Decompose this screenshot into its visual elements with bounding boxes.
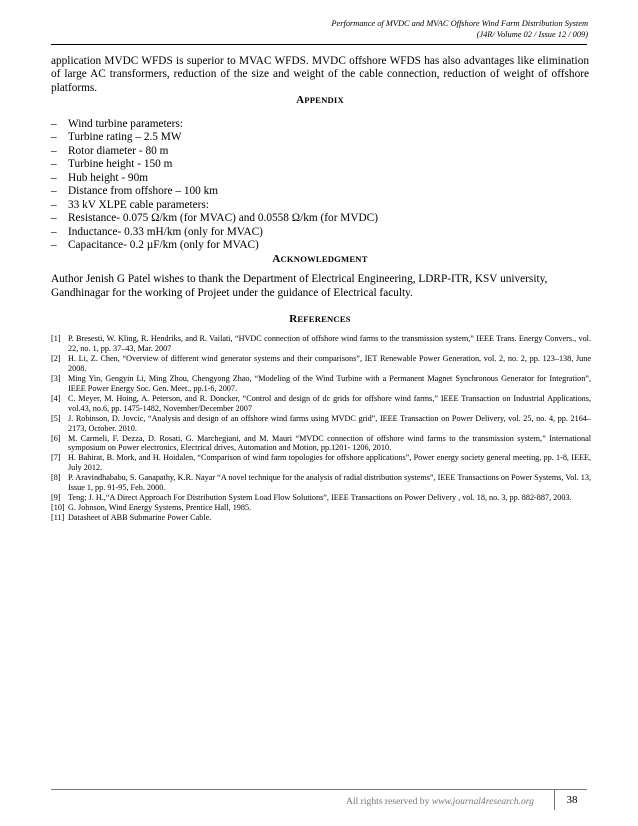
references-heading (51, 313, 589, 325)
appendix-item (51, 226, 378, 239)
reference-number: [8] (51, 473, 61, 483)
running-header (331, 19, 588, 40)
footer-divider (51, 789, 587, 790)
appendix-item (51, 185, 378, 198)
footer-site-link[interactable]: www.journal4research.org (431, 796, 534, 807)
appendix-item-text: 33 kV XLPE cable parameters: (68, 198, 209, 211)
reference-number: [4] (51, 393, 61, 403)
reference-number: [6] (51, 433, 61, 443)
footer-rights-text: All rights reserved by (346, 796, 432, 807)
reference-number: [9] (51, 493, 61, 503)
reference-number: [1] (51, 334, 61, 343)
appendix-item (51, 118, 378, 131)
appendix-item-text: Wind turbine parameters: (68, 118, 183, 130)
running-header-title: Performance of MVDC and MVAC Offshore Wind Farm Distribution System (331, 19, 588, 28)
dash-bullet: – (51, 158, 57, 171)
appendix-item (51, 212, 378, 225)
appendix-item-text: Inductance- 0.33 mH/km (only for MVAC) (68, 225, 263, 238)
reference-text: M. Carmeli, F. Dezza, D. Rosati, G. Marchegiani, and M. Mauri “MVDC connection of offshore wind farms to the transmission system,” International symposium on Power electronics, Electrical drives, Automation and Motion, pp.1201- 1206, 2010. (68, 433, 591, 453)
reference-entry (51, 493, 591, 503)
intro-paragraph: application MVDC WFDS is superior to MVAC WFDS. MVDC offshore WFDS has also advantages like elimination of large AC transformers, reduction of the size and weight of the cable connection, reduction of weight of offshore platforms. (51, 55, 589, 94)
reference-number: [2] (51, 353, 61, 363)
appendix-item-text: Rotor diameter - 80 m (68, 144, 169, 157)
appendix-item (51, 158, 378, 171)
appendix-item (51, 172, 378, 185)
reference-text: C. Meyer, M. Hoing, A. Peterson, and R. Doncker, “Control and design of dc grids for offshore wind farms,” IEEE Transaction on Industrial Applications, vol.43, no.6, pp. 1475-1482, November/December 2007 (68, 393, 591, 413)
reference-text: P. Bresesti, W. Kling, R. Hendriks, and R. Vailati, “HVDC connection of offshore wind farms to the transmission system,” IEEE Trans. Energy Convers., vol. 22, no. 1, pp. 37–43, Mar. 2007 (68, 334, 591, 353)
appendix-item-text: Turbine height - 150 m (68, 158, 173, 171)
reference-number: [10] (51, 503, 65, 513)
appendix-list (51, 118, 378, 253)
references-heading-initial: R (289, 313, 298, 325)
dash-bullet: – (51, 225, 57, 238)
reference-entry (51, 513, 591, 523)
appendix-item-text: Turbine rating – 2.5 MW (68, 131, 182, 144)
references-list (51, 334, 591, 523)
reference-text: H. Li, Z. Chen, “Overview of different wind generator systems and their comparisons”, IET Renewable Power Generation, vol. 2, no. 2, pp. 123–138, June 2008. (68, 353, 591, 373)
reference-text: J. Robinson, D. Jovcic, “Analysis and design of an offshore wind farms using MVDC grid”, IEEE Transaction on Power Delivery, vol. 25, no. 4, pp. 2164–2173, October. 2010. (68, 413, 591, 433)
dash-bullet: – (51, 171, 57, 184)
dash-bullet: – (51, 239, 57, 252)
reference-number: [11] (51, 513, 65, 523)
reference-number: [7] (51, 453, 61, 463)
footer-rights (346, 796, 534, 807)
appendix-item-text: Resistance- 0.075 Ω/km (for MVAC) and 0.0558 Ω/km (for MVDC) (68, 212, 378, 225)
dash-bullet: – (51, 185, 57, 198)
reference-text: P. Aravindhababu, S. Ganapathy, K.R. Nayar “A novel technique for the analysis of radial distribution systems”, IEEE Transactions on Power Systems, Vol. 13, Issue 1, pp. 91-95, Feb. 2000. (68, 473, 591, 493)
reference-text: Datasheet of ABB Submarine Power Cable. (68, 513, 212, 523)
reference-entry (51, 414, 591, 434)
reference-text: G. Johnson, Wind Energy Systems, Prentice Hall, 1985. (68, 503, 252, 513)
reference-text: H. Bahirat, B. Mork, and H. Hoidalen, “Comparison of wind farm topologies for offshore applications”, Power energy society general meeting, pp. 1-8, IEEE, July 2012. (68, 453, 591, 473)
running-header-issue: (J4R/ Volume 02 / Issue 12 / 009) (476, 29, 588, 39)
appendix-item-text: Hub height - 90m (68, 171, 149, 184)
reference-number: [3] (51, 373, 61, 383)
appendix-item (51, 199, 378, 212)
appendix-heading (51, 94, 589, 106)
appendix-heading-rest: PPENDIX (304, 95, 344, 105)
acknowledgment-text: Author Jenish G Patel wishes to thank the Department of Electrical Engineering, LDRP-ITR, KSV university, Gandhinagar for the working of Projeet under the guidance of Electrical faculty. (51, 273, 548, 299)
reference-entry (51, 473, 591, 493)
references-heading-rest: EFERENCES (297, 314, 351, 324)
reference-number: [5] (51, 413, 61, 423)
dash-bullet: – (51, 131, 57, 144)
reference-entry (51, 434, 591, 454)
appendix-item-text: Capacitance- 0.2 µF/km (only for MVAC) (68, 239, 259, 252)
reference-entry (51, 374, 591, 394)
reference-entry (51, 453, 591, 473)
reference-entry (51, 334, 591, 354)
reference-entry (51, 394, 591, 414)
acknowledgment-heading-rest: CKNOWLEDGMENT (280, 254, 368, 264)
acknowledgment-heading-initial: A (272, 253, 281, 265)
page-number: 38 (554, 790, 589, 810)
appendix-heading-initial: A (296, 94, 305, 106)
appendix-item (51, 239, 378, 252)
dash-bullet: – (51, 144, 57, 157)
reference-entry (51, 354, 591, 374)
appendix-item-text: Distance from offshore – 100 km (68, 185, 219, 198)
appendix-item (51, 145, 378, 158)
header-divider (51, 44, 587, 45)
acknowledgment-heading (51, 253, 589, 265)
dash-bullet: – (51, 118, 57, 130)
appendix-item (51, 131, 378, 144)
reference-entry (51, 503, 591, 513)
reference-text: Ming Yin, Gengyin Li, Ming Zhou, Chengyong Zhao, “Modeling of the Wind Turbine with a Permanent Magnet Synchronous Generator for Integration”, IEEE Power Energy Soc. Gen. Meet., pp.1-6, 2007. (68, 373, 591, 393)
reference-text: Teng; J. H.,“A Direct Approach For Distribution System Load Flow Solutions”, IEEE Transactions on Power Delivery , vol. 18, no. 3, pp. 882-887, 2003. (68, 493, 572, 503)
dash-bullet: – (51, 198, 57, 211)
dash-bullet: – (51, 212, 57, 225)
